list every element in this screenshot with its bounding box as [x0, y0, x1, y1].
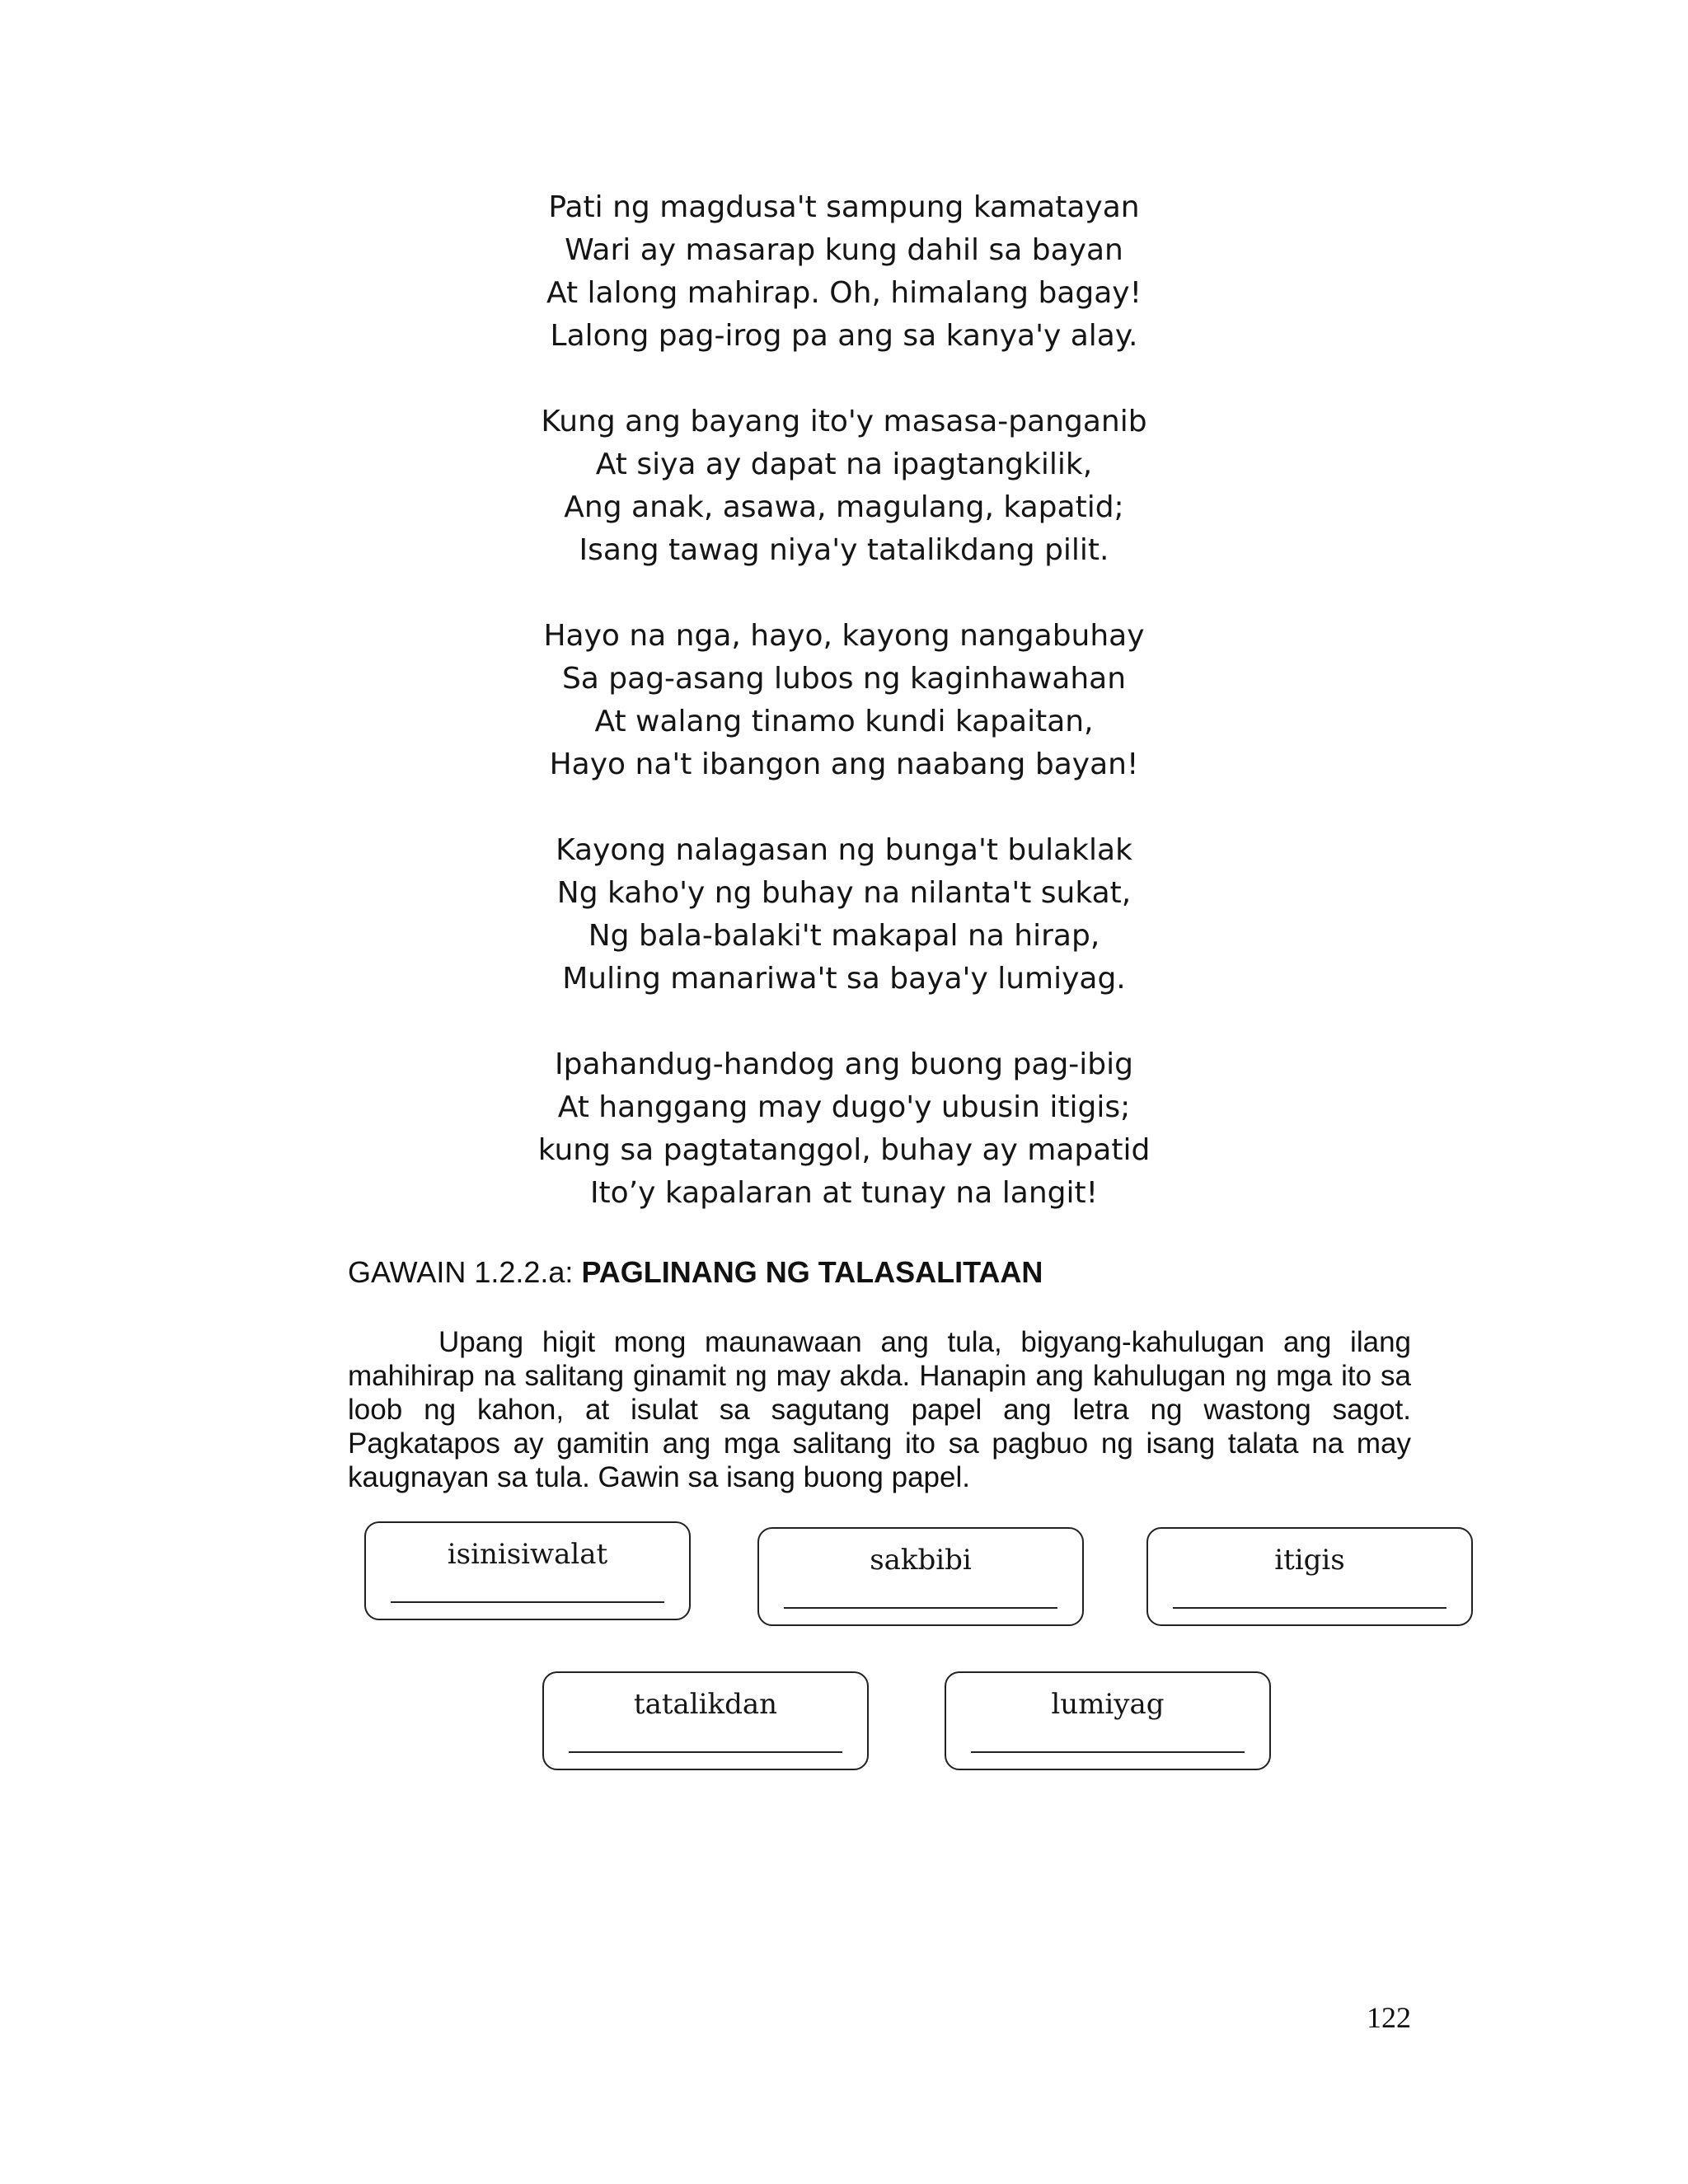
vocab-box-sakbibi	[757, 1527, 1084, 1626]
answer-blank	[784, 1607, 1057, 1609]
poem-line: At walang tinamo kundi kapaitan,	[594, 705, 1094, 738]
poem-line: Sa pag-asang lubos ng kaginhawahan	[561, 662, 1127, 696]
vocab-box-tatalikdan	[542, 1671, 869, 1770]
activity-instructions: Upang higit mong maunawaan ang tula, bigyang-kahulugan ang ilang mahihirap na salitang ginamit ng may akda. Hanapin ang kahulugan ng mga ito sa loob ng kahon, at isulat sa sagutang papel ang letra ng wastong sagot. Pagkatapos ay gamitin ang mga salitang ito sa pagbuo ng isang talata na may kaugnayan sa tula. Gawin sa isang buong papel.	[348, 1326, 1411, 1493]
vocab-box-isinisiwalat	[364, 1521, 691, 1620]
vocab-word: itigis	[1274, 1544, 1345, 1577]
poem-line: Hayo na nga, hayo, kayong nangabuhay	[543, 619, 1145, 653]
answer-blank	[569, 1751, 842, 1753]
poem-line: At lalong mahirap. Oh, himalang bagay!	[546, 276, 1142, 310]
poem-stanza-2	[0, 401, 1688, 572]
poem-line: Kung ang bayang ito'y masasa-panganib	[541, 405, 1147, 438]
vocab-word: lumiyag	[1051, 1688, 1165, 1721]
poem-line: Ito’y kapalaran at tunay na langit!	[589, 1176, 1099, 1210]
poem-line: Ng bala-balaki't makapal na hirap,	[588, 919, 1100, 953]
poem-line: Ang anak, asawa, magulang, kapatid;	[564, 490, 1124, 524]
poem	[0, 186, 1688, 1215]
poem-line: Isang tawag niya'y tatalikdang pilit.	[579, 533, 1109, 567]
vocab-word: isinisiwalat	[447, 1538, 608, 1571]
poem-line: kung sa pagtatanggol, buhay ay mapatid	[537, 1133, 1151, 1167]
poem-stanza-3	[0, 615, 1688, 786]
poem-line: Pati ng magdusa't sampung kamatayan	[548, 190, 1140, 224]
poem-line: Hayo na't ibangon ang naabang bayan!	[549, 748, 1139, 781]
poem-line: Ipahandug-handog ang buong pag-ibig	[554, 1047, 1134, 1081]
vocab-box-lumiyag	[945, 1671, 1271, 1770]
poem-line: Ng kaho'y ng buhay na nilanta't sukat,	[556, 876, 1132, 910]
activity-title: PAGLINANG NG TALASALITAAN	[581, 1255, 1043, 1289]
answer-blank	[971, 1751, 1245, 1753]
answer-blank	[391, 1601, 664, 1603]
vocab-word: sakbibi	[870, 1544, 972, 1577]
poem-line: Kayong nalagasan ng bunga't bulaklak	[556, 833, 1132, 867]
page-number: 122	[1367, 2001, 1411, 2034]
poem-line: At siya ay dapat na ipagtangkilik,	[595, 448, 1093, 481]
poem-line: Wari ay masarap kung dahil sa bayan	[565, 233, 1123, 267]
vocab-word: tatalikdan	[633, 1688, 778, 1721]
answer-blank	[1173, 1607, 1447, 1609]
poem-line: At hanggang may dugo'y ubusin itigis;	[557, 1090, 1131, 1124]
poem-line: Lalong pag-irog pa ang sa kanya'y alay.	[550, 319, 1138, 353]
vocab-box-itigis	[1146, 1527, 1473, 1626]
poem-stanza-1	[0, 186, 1688, 358]
poem-line: Muling manariwa't sa baya'y lumiyag.	[562, 962, 1126, 996]
poem-stanza-4	[0, 829, 1688, 1001]
activity-heading	[348, 1254, 1043, 1291]
poem-stanza-5	[0, 1043, 1688, 1215]
activity-prefix: GAWAIN 1.2.2.a:	[348, 1255, 582, 1289]
